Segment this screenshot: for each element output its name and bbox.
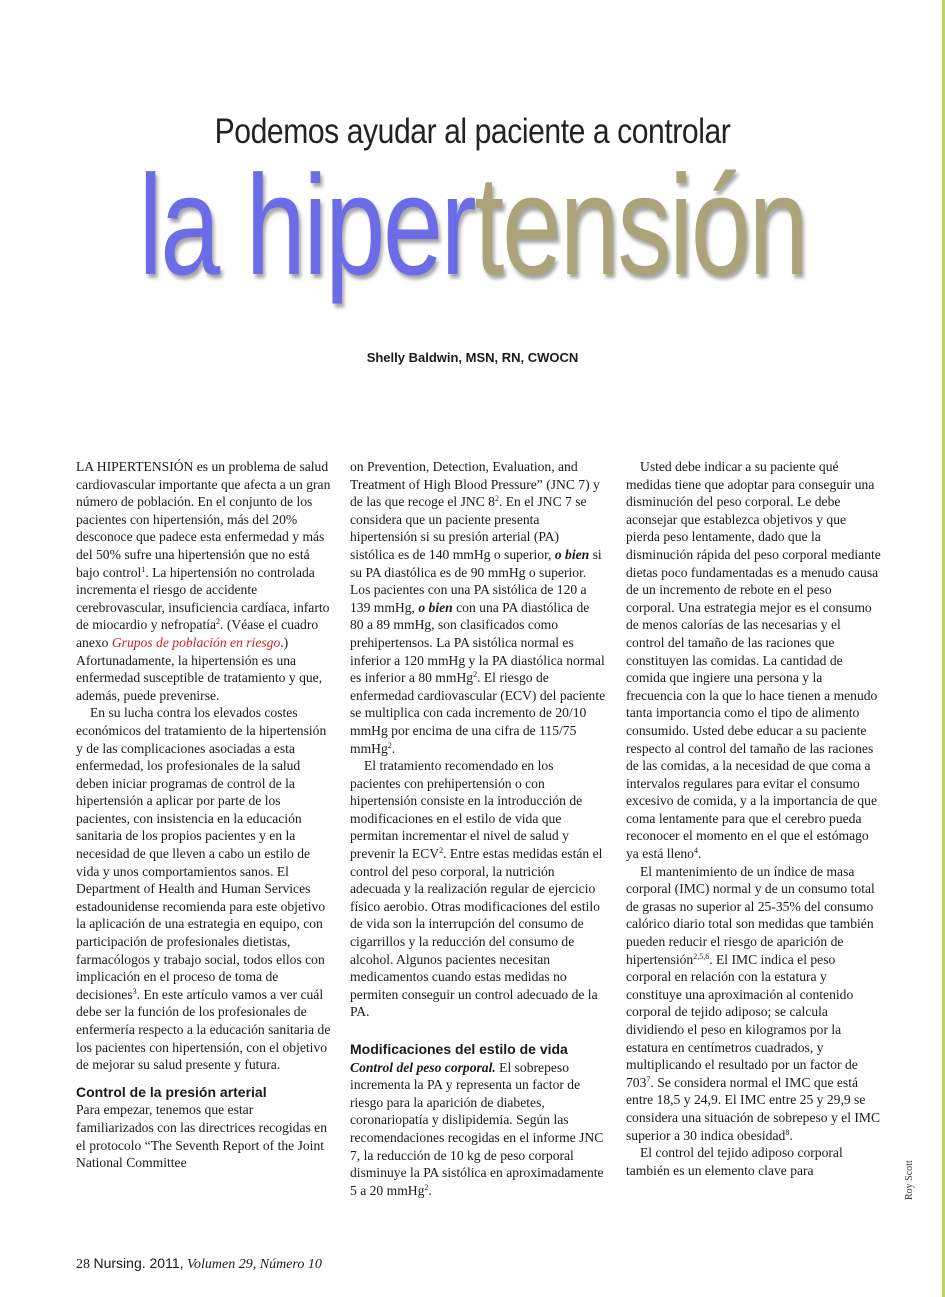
inset-link[interactable]: Grupos de población en riesgo: [111, 634, 281, 650]
paragraph: on Prevention, Detection, Evaluation, and Treatment of High Blood Pressure” (JNC 7) y de las que recoge el JNC $8^2$. En el JNC 7 se considera que un paciente presenta hipertensión si su presión arterial (PA) sistólica es de 140 mmHg o superior, o bien si su PA diastólica es de 90 mmHg o superior. Los pacientes con una PA sistólica de 120 a 139 mmHg, o bien con una PA diastólica de 80 a 89 mmHg, son clasificados como prehipertensos. La PA sistólica normal es inferior a 120 mmHg y la PA diastólica normal es inferior a 80 mmHg$^2$. El riesgo de enfermedad cardiovascular (ECV) del paciente se multiplica con cada incremento de 20/10 mmHg por encima de una cifra de 115/75 mmHg$^2$.: [350, 459, 606, 756]
photo-credit: Roy Scott: [904, 1160, 915, 1200]
kicker-title: Podemos ayudar al paciente a controlar: [214, 112, 731, 151]
section-heading: Modificaciones del estilo de vida: [350, 1041, 568, 1057]
paragraph: Control del peso corporal. El sobrepeso incrementa la PA y representa un factor de riesgo para la aparición de diabetes, coronariopatía y dislipidemia. Según las recomendaciones recogidas en el informe JNC 7, la reducción de 10 kg de peso corporal disminuye la PA sistólica en aproximadamente 5 a 20 mmHg$^2$.: [350, 1059, 604, 1198]
section-heading: Control de la presión arterial: [76, 1083, 267, 1100]
byline: Shelly Baldwin, MSN, RN, CWOCN: [366, 350, 579, 365]
column-2: [350, 458, 606, 1199]
paragraph: Usted debe indicar a su paciente qué medidas tiene que adoptar para conseguir una disminución del peso corporal. Le debe aconsejar que establezca objetivos y que pierda peso lentamente, dado que la disminución rápida del peso corporal mediante dietas poco fundamentadas es a menudo causa de un incremento de rebote en el peso corporal. Una estrategia mejor es el consumo de menos calorías de las necesarias y el control del tamaño de las raciones que constituyen las comidas. La cantidad de comida que ingiere una persona y la frecuencia con la que lo hace tienen a menudo tanta importancia como el tipo de alimento consumido. Usted debe educar a su paciente respecto al control del tamaño de las raciones de las comidas, a la necesidad de que coma a intervalos regulares para evitar el consumo excesivo de comida, y a la importancia de que coma lentamente para que el cerebro pueda reconocer el momento en el que el estómago ya está lleno$^4$.: [626, 459, 881, 862]
paragraph: El tratamiento recomendado en los pacientes con prehipertensión o con hipertensión consiste en la introducción de modificaciones en el estilo de vida que permitan incrementar el nivel de salud y prevenir la ECV$^2$. Entre estas medidas están el control del peso corporal, la nutrición adecuada y la realización regular de ejercicio físico aerobio. Otras modificaciones del estilo de vida son la interrupción del consumo de cigarrillos y la reducción del consumo de alcohol. Algunos pacientes necesitan medicamentos cuando estas medidas no permiten conseguir un control adecuado de la PA.: [350, 758, 603, 1020]
issue-info: Volumen 29, Número 10: [187, 1257, 322, 1272]
headline-part-1: la hiper: [138, 146, 475, 305]
column-3: [626, 458, 882, 1179]
headline: [113, 146, 831, 306]
paragraph: El mantenimiento de un índice de masa corporal (IMC) normal y de un consumo total de grasas no superior al 25-35% del consumo calórico diario total son medidas que también pueden reducir el riesgo de aparición de hipertensión$^{2,5,6}$. El IMC indica el peso corporal en relación con la estatura y constituye una aproximación al contenido corporal de tejido adiposo; se calcula dividiendo el peso en kilogramos por la estatura en centímetros cuadrados, y multiplicando el resultado por un factor de $703^7$. Se considera normal el IMC que está entre 18,5 y 24,9. El IMC entre 25 y 29,9 se considera una situación de sobrepeso y el IMC superior a 30 indica obesidad$^8$.: [626, 863, 881, 1143]
paragraph: LA HIPERTENSIÓN es un problema de salud cardiovascular importante que afecta a un gran número de población. En el conjunto de los pacientes con hipertensión, más del 20% desconoce que padece esta enfermedad y más del 50% sufre una hipertensión que no está bajo control$^1$. La hipertensión no controlada incrementa el riesgo de accidente cerebrovascular, insuficiencia cardíaca, infarto de miocardio y nefropatía$^2$. (Véase el cuadro anexo Grupos de población en riesgo.) Afortunadamente, la hipertensión es una enfermedad susceptible de tratamiento y que, además, puede prevenirse.: [76, 459, 331, 703]
page-footer: [76, 1255, 322, 1273]
paragraph: Para empezar, tenemos que estar familiarizados con las directrices recogidas en el protocolo “The Seventh Report of the Joint National Committee: [76, 1102, 327, 1171]
headline-part-2: tensión: [474, 146, 807, 305]
page-number: 28: [76, 1257, 90, 1272]
paragraph: El control del tejido adiposo corporal también es un elemento clave para: [626, 1145, 843, 1178]
journal-name: Nursing. 2011,: [93, 1255, 184, 1271]
paragraph: En su lucha contra los elevados costes económicos del tratamiento de la hipertensión y de las complicaciones asociadas a esta enfermedad, los profesionales de la salud deben iniciar programas de control de la hipertensión a aplicar por parte de los pacientes, con insistencia en la educación sanitaria de los propios pacientes y en la necesidad de que lleven a cabo un estilo de vida y unos comportamientos sanos. El Department of Health and Human Services estadounidense recomienda para este objetivo la aplicación de una estrategia en equipo, con participación de profesionales dietistas, farmacólogos y trabajo social, todos ellos con implicación en el proceso de toma de decisiones$^3$. En este artículo vamos a ver cuál debe ser la función de los profesionales de enfermería respecto a la educación sanitaria de los pacientes con hipertensión, con el objetivo de mejorar su salud presente y futura.: [76, 705, 331, 1073]
column-1: [76, 458, 332, 1172]
